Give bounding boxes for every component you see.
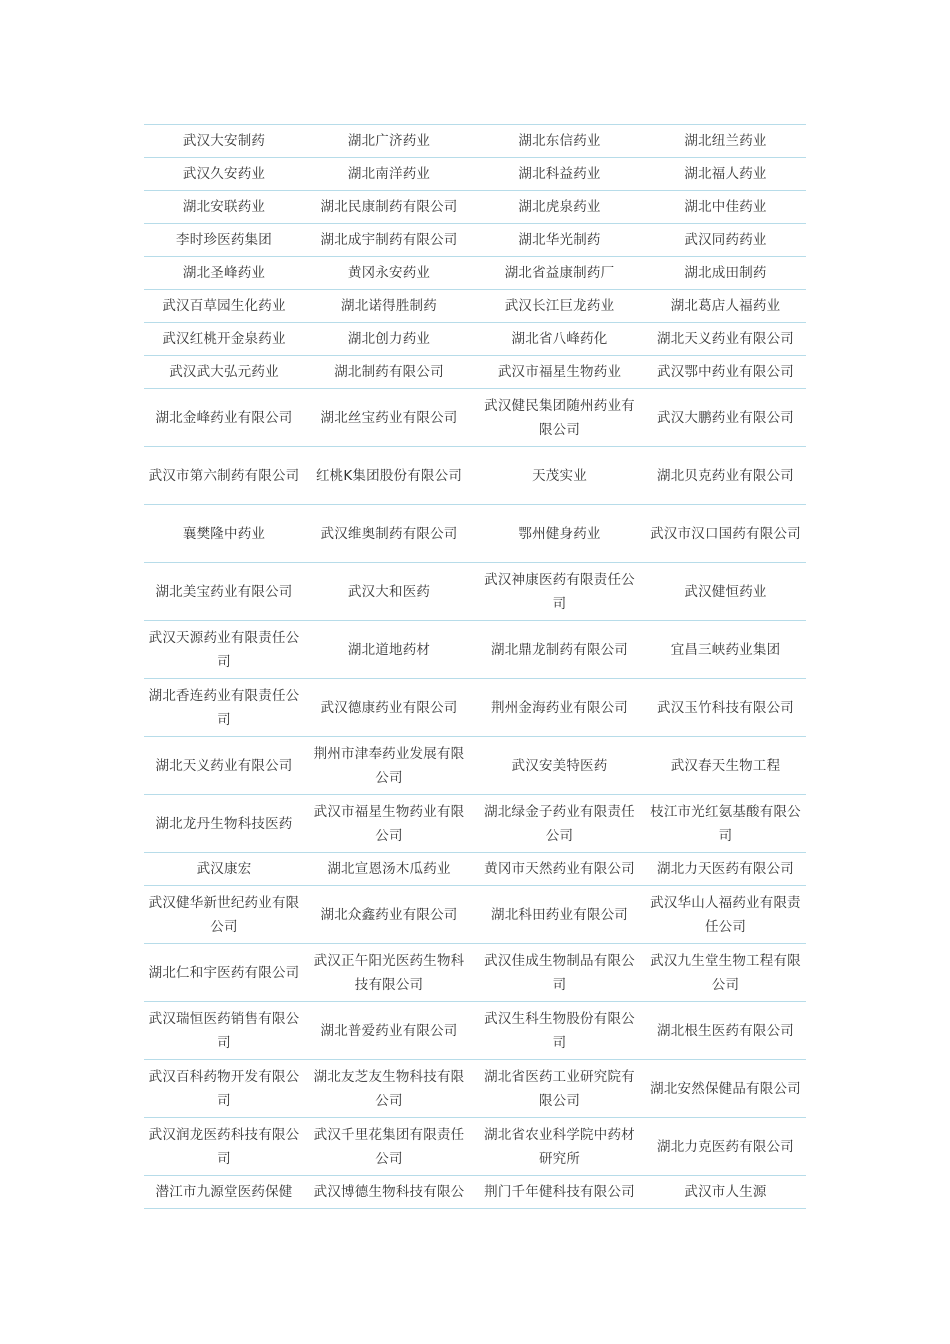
- company-name-cell: 武汉华山人福药业有限责任公司: [645, 886, 806, 944]
- table-row: [144, 224, 806, 257]
- table-row: [144, 1002, 806, 1060]
- company-name-cell: 湖北科田药业有限公司: [474, 886, 645, 944]
- company-list-table: [144, 124, 806, 1209]
- company-name-cell: 湖北安然保健品有限公司: [645, 1060, 806, 1118]
- company-name-cell: 湖北成田制药: [645, 257, 806, 290]
- table-row: [144, 323, 806, 356]
- company-name-cell: 武汉九生堂生物工程有限公司: [645, 944, 806, 1002]
- table-row: [144, 356, 806, 389]
- table-row: [144, 191, 806, 224]
- company-name-cell: 湖北友芝友生物科技有限公司: [304, 1060, 474, 1118]
- company-name-cell: 湖北力克医药有限公司: [645, 1118, 806, 1176]
- company-name-cell: 鄂州健身药业: [474, 505, 645, 563]
- company-name-cell: 武汉鄂中药业有限公司: [645, 356, 806, 389]
- table-row: [144, 290, 806, 323]
- company-name-cell: 湖北民康制药有限公司: [304, 191, 474, 224]
- company-list-body: [144, 125, 806, 1209]
- company-name-cell: 武汉千里花集团有限责任公司: [304, 1118, 474, 1176]
- table-row: [144, 447, 806, 505]
- table-row: [144, 125, 806, 158]
- company-name-cell: 李时珍医药集团: [144, 224, 304, 257]
- company-name-cell: 湖北制药有限公司: [304, 356, 474, 389]
- table-row: [144, 389, 806, 447]
- table-row: [144, 158, 806, 191]
- company-name-cell: 天茂实业: [474, 447, 645, 505]
- company-name-cell: 黄冈市天然药业有限公司: [474, 853, 645, 886]
- company-name-cell: 湖北虎泉药业: [474, 191, 645, 224]
- company-name-cell: 湖北美宝药业有限公司: [144, 563, 304, 621]
- company-name-cell: 红桃K集团股份有限公司: [304, 447, 474, 505]
- table-row: [144, 853, 806, 886]
- company-name-cell: 武汉市福星生物药业有限公司: [304, 795, 474, 853]
- company-name-cell: 武汉长江巨龙药业: [474, 290, 645, 323]
- company-name-cell: 武汉佳成生物制品有限公司: [474, 944, 645, 1002]
- company-name-cell: 武汉大和医药: [304, 563, 474, 621]
- company-name-cell: 武汉健华新世纪药业有限公司: [144, 886, 304, 944]
- company-name-cell: 武汉生科生物股份有限公司: [474, 1002, 645, 1060]
- company-name-cell: 枝江市光红氨基酸有限公司: [645, 795, 806, 853]
- company-name-cell: 湖北天义药业有限公司: [144, 737, 304, 795]
- company-name-cell: 武汉同药药业: [645, 224, 806, 257]
- table-row: [144, 621, 806, 679]
- company-name-cell: 武汉市福星生物药业: [474, 356, 645, 389]
- company-name-cell: 武汉大安制药: [144, 125, 304, 158]
- company-name-cell: 湖北众鑫药业有限公司: [304, 886, 474, 944]
- company-name-cell: 湖北南洋药业: [304, 158, 474, 191]
- company-name-cell: 潜江市九源堂医药保健: [144, 1176, 304, 1209]
- company-name-cell: 湖北省农业科学院中药材研究所: [474, 1118, 645, 1176]
- company-name-cell: 武汉润龙医药科技有限公司: [144, 1118, 304, 1176]
- company-name-cell: 武汉健恒药业: [645, 563, 806, 621]
- table-row: [144, 1118, 806, 1176]
- company-name-cell: 武汉天源药业有限责任公司: [144, 621, 304, 679]
- company-name-cell: 湖北成宇制药有限公司: [304, 224, 474, 257]
- company-name-cell: 武汉安美特医药: [474, 737, 645, 795]
- company-name-cell: 宜昌三峡药业集团: [645, 621, 806, 679]
- company-name-cell: 湖北丝宝药业有限公司: [304, 389, 474, 447]
- company-name-cell: 湖北圣峰药业: [144, 257, 304, 290]
- company-name-cell: 武汉市人生源: [645, 1176, 806, 1209]
- company-name-cell: 湖北华光制药: [474, 224, 645, 257]
- company-name-cell: 襄樊隆中药业: [144, 505, 304, 563]
- company-name-cell: 湖北鼎龙制药有限公司: [474, 621, 645, 679]
- company-name-cell: 湖北道地药材: [304, 621, 474, 679]
- company-name-cell: 武汉红桃开金泉药业: [144, 323, 304, 356]
- table-row: [144, 886, 806, 944]
- company-name-cell: 湖北普爱药业有限公司: [304, 1002, 474, 1060]
- company-name-cell: 湖北纽兰药业: [645, 125, 806, 158]
- company-name-cell: 湖北绿金子药业有限责任公司: [474, 795, 645, 853]
- table-row: [144, 1176, 806, 1209]
- company-name-cell: 湖北天义药业有限公司: [645, 323, 806, 356]
- company-name-cell: 武汉春天生物工程: [645, 737, 806, 795]
- table-row: [144, 795, 806, 853]
- company-name-cell: 湖北省益康制药厂: [474, 257, 645, 290]
- company-name-cell: 黄冈永安药业: [304, 257, 474, 290]
- company-name-cell: 荆州市津奉药业发展有限公司: [304, 737, 474, 795]
- table-row: [144, 737, 806, 795]
- company-name-cell: 湖北宣恩汤木瓜药业: [304, 853, 474, 886]
- company-name-cell: 湖北东信药业: [474, 125, 645, 158]
- company-name-cell: 武汉大鹏药业有限公司: [645, 389, 806, 447]
- company-name-cell: 武汉健民集团随州药业有限公司: [474, 389, 645, 447]
- company-name-cell: 湖北科益药业: [474, 158, 645, 191]
- company-name-cell: 湖北力天医药有限公司: [645, 853, 806, 886]
- company-name-cell: 荆门千年健科技有限公司: [474, 1176, 645, 1209]
- company-name-cell: 武汉瑞恒医药销售有限公司: [144, 1002, 304, 1060]
- company-name-cell: 武汉德康药业有限公司: [304, 679, 474, 737]
- company-name-cell: 湖北安联药业: [144, 191, 304, 224]
- company-name-cell: 湖北香连药业有限责任公司: [144, 679, 304, 737]
- company-name-cell: 湖北龙丹生物科技医药: [144, 795, 304, 853]
- company-name-cell: 湖北金峰药业有限公司: [144, 389, 304, 447]
- company-name-cell: 荆州金海药业有限公司: [474, 679, 645, 737]
- company-name-cell: 湖北诺得胜制药: [304, 290, 474, 323]
- company-name-cell: 武汉康宏: [144, 853, 304, 886]
- table-row: [144, 679, 806, 737]
- company-name-cell: 武汉久安药业: [144, 158, 304, 191]
- company-name-cell: 湖北中佳药业: [645, 191, 806, 224]
- company-name-cell: 武汉市汉口国药有限公司: [645, 505, 806, 563]
- company-name-cell: 湖北仁和宇医药有限公司: [144, 944, 304, 1002]
- table-row: [144, 1060, 806, 1118]
- table-row: [144, 505, 806, 563]
- company-name-cell: 湖北省医药工业研究院有限公司: [474, 1060, 645, 1118]
- company-name-cell: 武汉市第六制药有限公司: [144, 447, 304, 505]
- company-name-cell: 湖北根生医药有限公司: [645, 1002, 806, 1060]
- company-name-cell: 湖北葛店人福药业: [645, 290, 806, 323]
- company-name-cell: 湖北省八峰药化: [474, 323, 645, 356]
- company-name-cell: 武汉武大弘元药业: [144, 356, 304, 389]
- company-name-cell: 湖北福人药业: [645, 158, 806, 191]
- company-name-cell: 武汉正午阳光医药生物科技有限公司: [304, 944, 474, 1002]
- table-row: [144, 944, 806, 1002]
- company-name-cell: 武汉百草园生化药业: [144, 290, 304, 323]
- table-row: [144, 257, 806, 290]
- company-name-cell: 武汉博德生物科技有限公: [304, 1176, 474, 1209]
- company-name-cell: 湖北创力药业: [304, 323, 474, 356]
- company-name-cell: 湖北贝克药业有限公司: [645, 447, 806, 505]
- table-row: [144, 563, 806, 621]
- company-name-cell: 武汉维奥制药有限公司: [304, 505, 474, 563]
- company-name-cell: 武汉玉竹科技有限公司: [645, 679, 806, 737]
- company-name-cell: 湖北广济药业: [304, 125, 474, 158]
- company-name-cell: 武汉百科药物开发有限公司: [144, 1060, 304, 1118]
- company-name-cell: 武汉神康医药有限责任公司: [474, 563, 645, 621]
